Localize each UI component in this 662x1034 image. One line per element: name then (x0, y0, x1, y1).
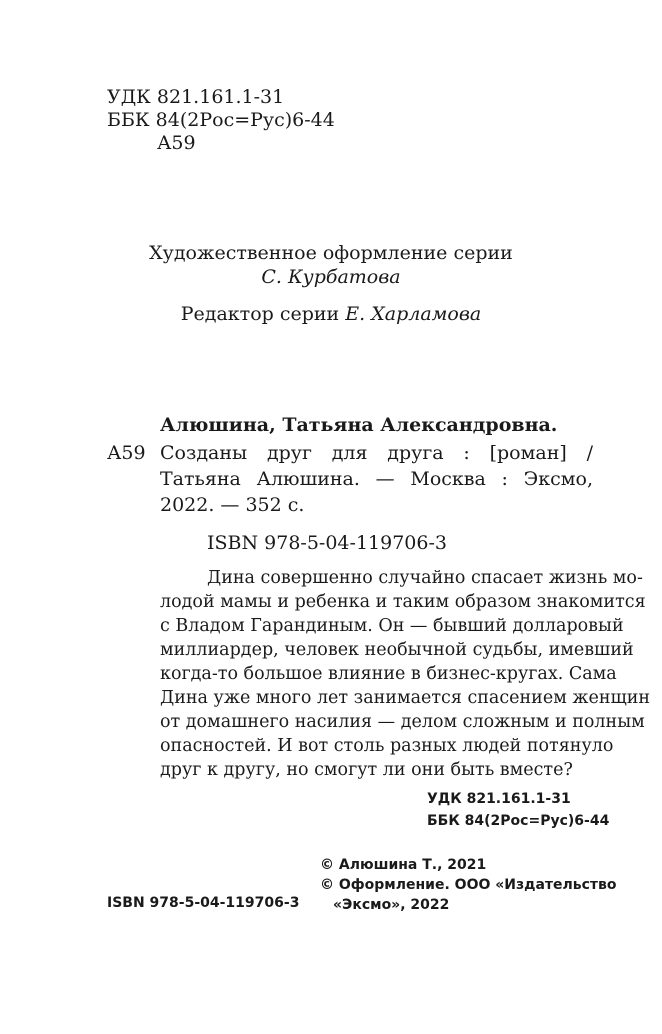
annotation-line: Дина совершенно случайно спасает жизнь мо- (207, 568, 643, 588)
series-design-label: Художественное оформление серии (149, 242, 513, 264)
annotation-line: от домашнего насилия — делом сложным и полным (160, 712, 645, 732)
catalog-description-line: 2022. — 352 с. (160, 494, 305, 516)
annotation-line: миллиардер, человек необычной судьбы, имевший (160, 640, 634, 660)
catalog-description-line: Татьяна Алюшина. — Москва : Эксмо, (160, 468, 593, 490)
annotation-line: друг к другу, но смогут ли они быть вместе? (160, 760, 573, 780)
bbk-code-bottom: ББК 84(2Рос=Рус)6-44 (427, 813, 610, 829)
annotation-line: опасностей. И вот столь разных людей потянуло (160, 736, 614, 756)
catalog-isbn: ISBN 978-5-04-119706-3 (207, 532, 447, 554)
udk-code-bottom: УДК 821.161.1-31 (427, 791, 571, 807)
annotation-line: Дина уже много лет занимается спасением женщин (160, 688, 651, 708)
catalog-sign: А59 (107, 442, 146, 464)
footer-isbn: ISBN 978-5-04-119706-3 (107, 895, 300, 911)
annotation-line: с Владом Гарандиным. Он — бывший долларовый (160, 616, 624, 636)
bbk-code: ББК 84(2Рос=Рус)6-44 (107, 109, 335, 131)
annotation-line: когда-то большое влияние в бизнес-кругах. Сама (160, 664, 617, 684)
author-sign: А59 (157, 132, 196, 154)
catalog-description-line: Созданы друг для друга : [роман] / (160, 442, 593, 464)
udk-code: УДК 821.161.1-31 (107, 86, 285, 108)
copyright-design-continued: «Эксмо», 2022 (333, 897, 450, 913)
series-designer: С. Курбатова (261, 266, 401, 288)
series-editor-label: Редактор серии (180, 303, 340, 325)
annotation-line: лодой мамы и ребенка и таким образом знакомится (160, 592, 646, 612)
copyright-design: © Оформление. ООО «Издательство (320, 877, 617, 893)
series-editor-name: Е. Харламова (345, 303, 482, 325)
catalog-author-heading: Алюшина, Татьяна Александровна. (160, 414, 558, 436)
series-editor-line (0, 302, 662, 326)
copyright-author: © Алюшина Т., 2021 (320, 857, 487, 873)
